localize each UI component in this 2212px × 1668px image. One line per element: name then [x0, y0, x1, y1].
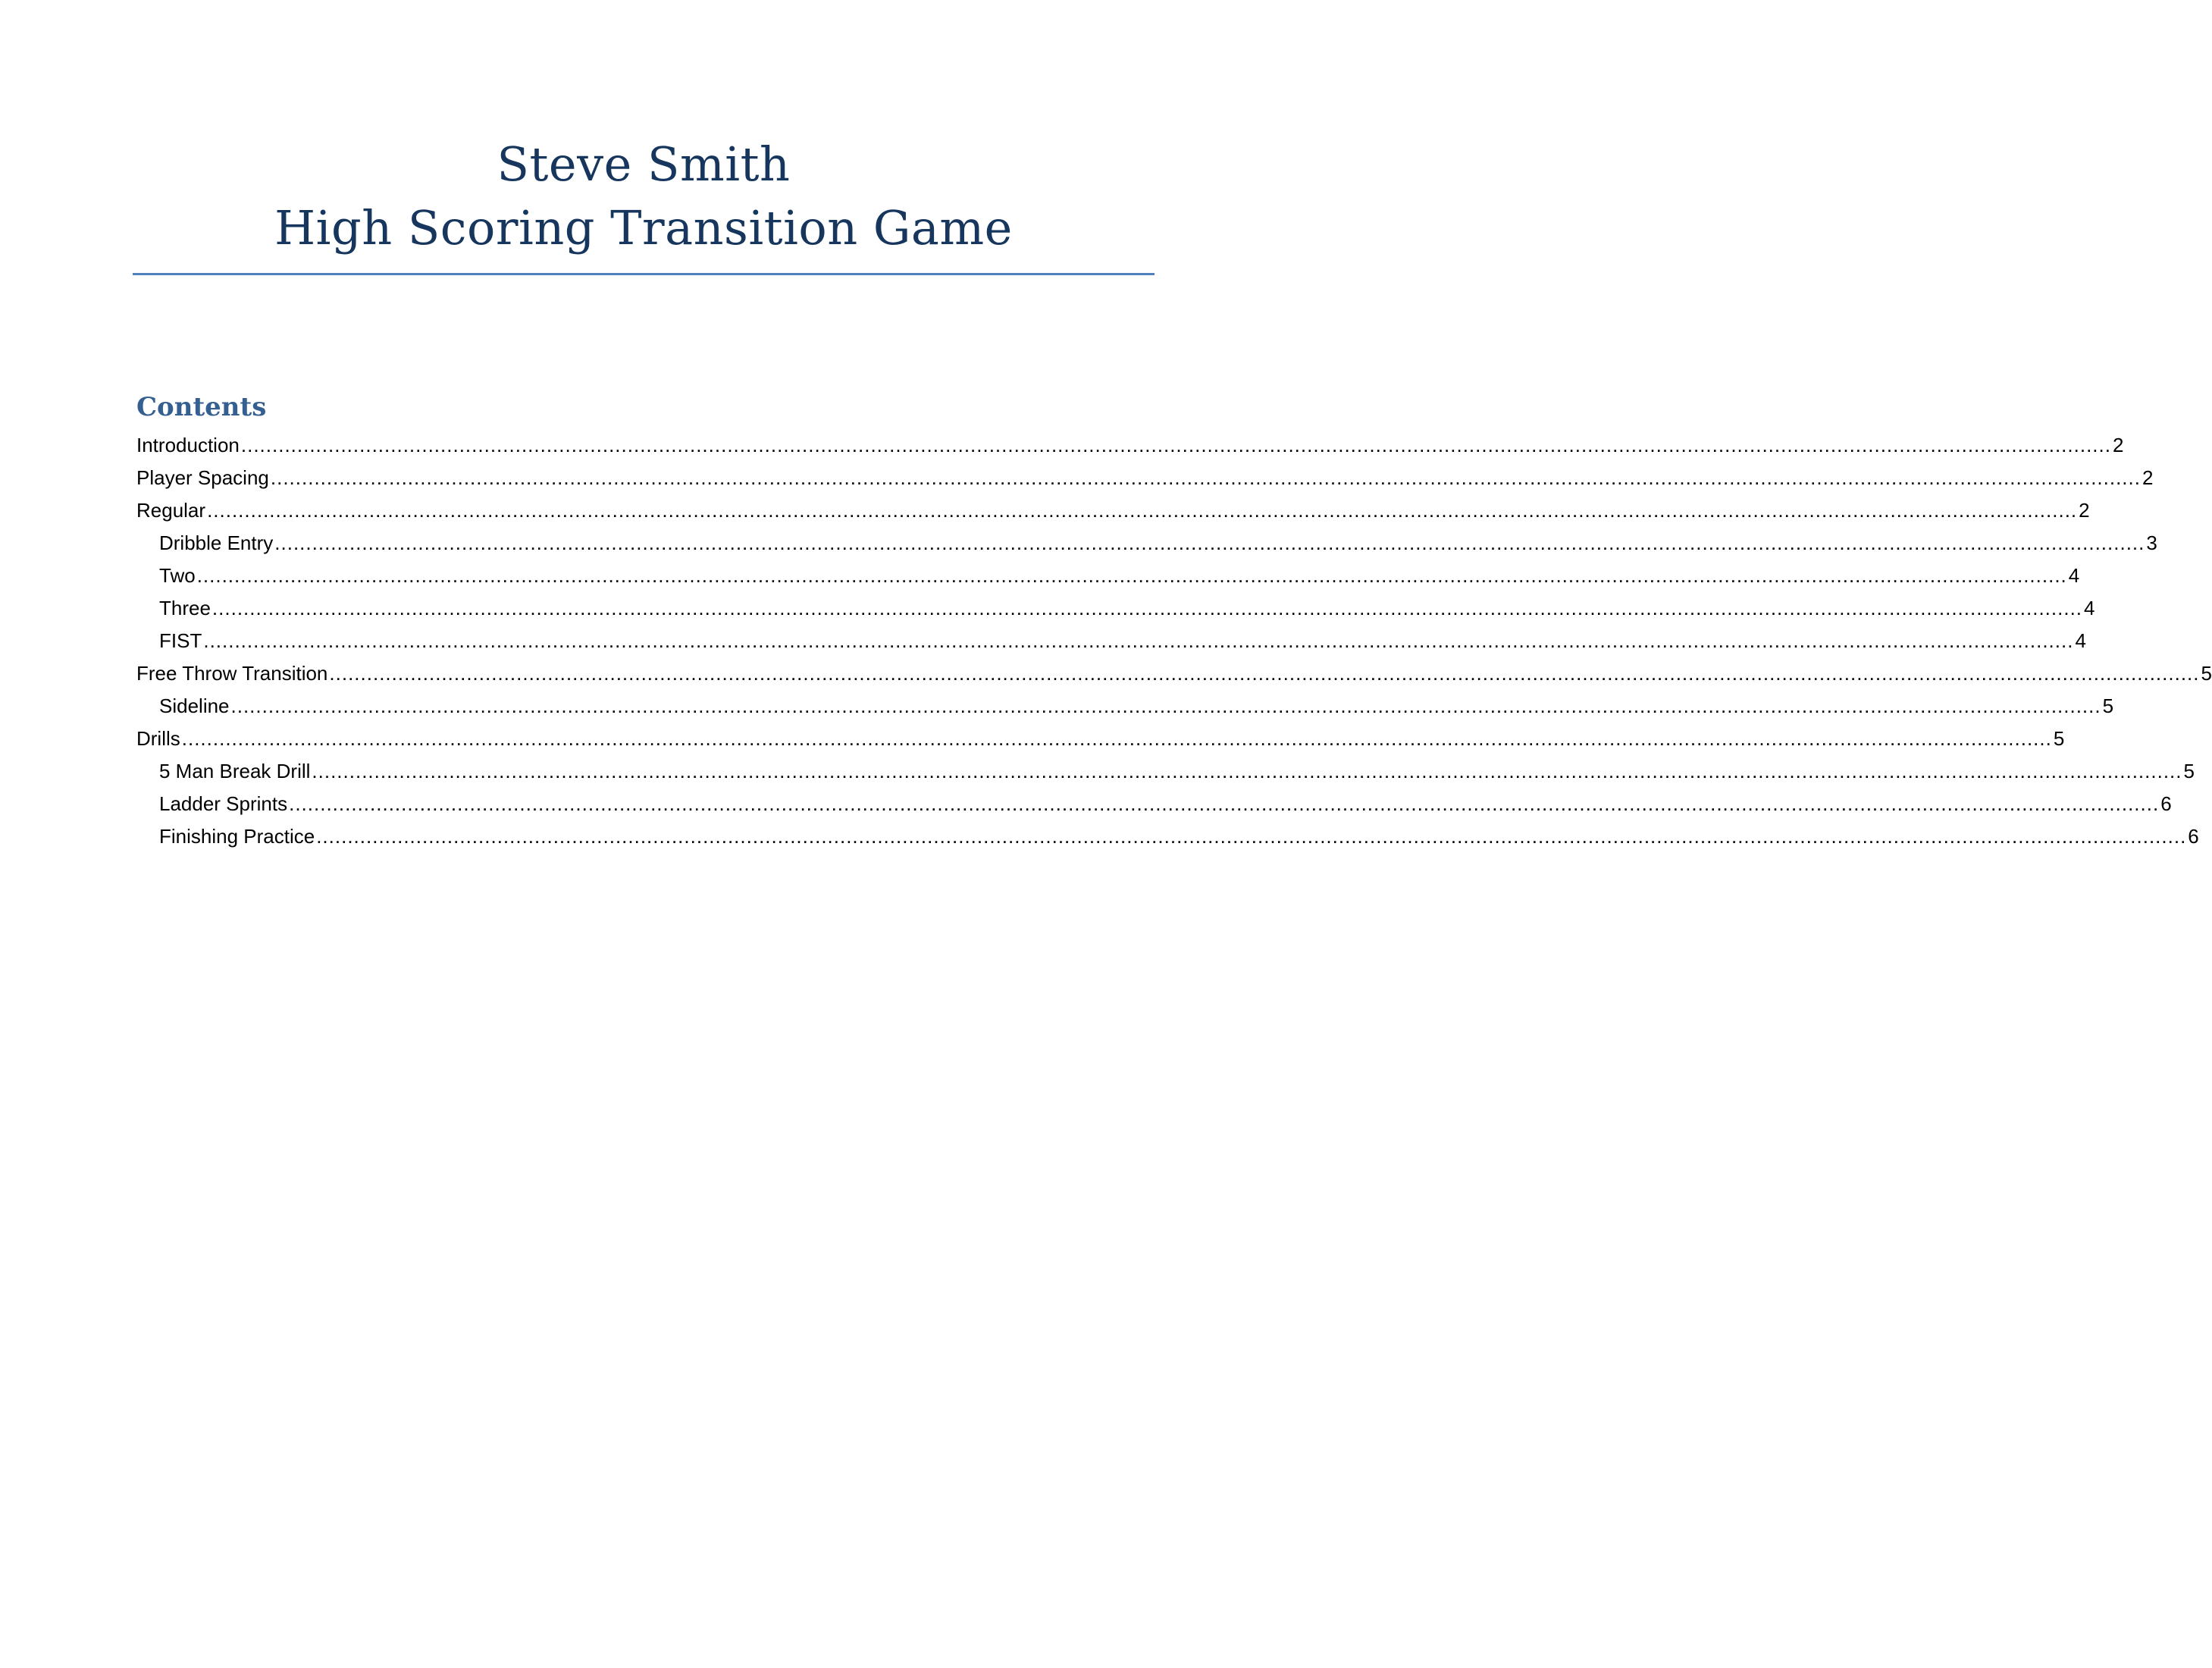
- toc-dot-leader: ............................................................................................................................................................................................................................................................................................................: [312, 760, 2182, 782]
- toc-entry-title: Regular: [136, 499, 206, 522]
- toc-dot-leader: ............................................................................................................................................................................................................................................................................................................: [203, 629, 2074, 652]
- toc-page-number: 2: [2079, 499, 2090, 522]
- toc-dot-leader: ............................................................................................................................................................................................................................................................................................................: [274, 531, 2145, 554]
- toc-entry-title: Three: [159, 597, 211, 619]
- toc-page-number: 6: [2160, 792, 2172, 815]
- toc-entry-regular[interactable]: [136, 494, 2090, 527]
- toc-dot-leader: ............................................................................................................................................................................................................................................................................................................: [207, 499, 2078, 522]
- toc-entry-title: Dribble Entry: [159, 531, 274, 554]
- toc-entry-drills[interactable]: [136, 723, 2065, 755]
- toc-entry-5-man-break-drill[interactable]: [136, 755, 2195, 788]
- toc-page-number: 3: [2146, 531, 2157, 554]
- toc-page-number: 4: [2084, 597, 2095, 619]
- toc-page-number: 6: [2188, 825, 2199, 848]
- title-divider: [133, 273, 1155, 275]
- toc-entry-title: Ladder Sprints: [159, 792, 288, 815]
- toc-entry-title: 5 Man Break Drill: [159, 760, 311, 782]
- toc-dot-leader: ............................................................................................................................................................................................................................................................................................................: [240, 434, 2111, 456]
- toc-entry-player-spacing[interactable]: [136, 462, 2154, 494]
- toc-entry-title: Two: [159, 564, 196, 587]
- toc-entry-title: Sideline: [159, 694, 230, 717]
- toc-entry-ladder-sprints[interactable]: [136, 788, 2172, 820]
- title-author: Steve Smith: [497, 136, 791, 192]
- toc-page-number: 4: [2068, 564, 2080, 587]
- toc-page-number: 5: [2053, 727, 2065, 750]
- toc-page-number: 5: [2201, 662, 2212, 685]
- toc-page-number: 2: [2142, 466, 2154, 489]
- toc-entry-dribble-entry[interactable]: [136, 527, 2157, 560]
- toc-entry-three[interactable]: [136, 592, 2095, 625]
- toc-dot-leader: ............................................................................................................................................................................................................................................................................................................: [181, 727, 2052, 750]
- toc-entry-free-throw-transition[interactable]: [136, 657, 2212, 690]
- toc-dot-leader: ............................................................................................................................................................................................................................................................................................................: [230, 694, 2101, 717]
- toc-dot-leader: ............................................................................................................................................................................................................................................................................................................: [289, 792, 2160, 815]
- table-of-contents: [136, 429, 2212, 853]
- toc-dot-leader: ............................................................................................................................................................................................................................................................................................................: [270, 466, 2141, 489]
- toc-page-number: 5: [2183, 760, 2195, 782]
- toc-page-number: 2: [2112, 434, 2124, 456]
- toc-entry-two[interactable]: [136, 560, 2080, 592]
- contents-heading: Contents: [136, 392, 267, 422]
- toc-dot-leader: ............................................................................................................................................................................................................................................................................................................: [316, 825, 2187, 848]
- toc-entry-sideline[interactable]: [136, 690, 2114, 723]
- toc-entry-title: Free Throw Transition: [136, 662, 328, 685]
- toc-entry-title: FIST: [159, 629, 202, 652]
- toc-dot-leader: ............................................................................................................................................................................................................................................................................................................: [329, 662, 2200, 685]
- toc-dot-leader: ............................................................................................................................................................................................................................................................................................................: [211, 597, 2083, 619]
- title-subject: High Scoring Transition Game: [274, 200, 1013, 256]
- toc-entry-title: Player Spacing: [136, 466, 269, 489]
- toc-entry-introduction[interactable]: [136, 429, 2124, 462]
- toc-dot-leader: ............................................................................................................................................................................................................................................................................................................: [196, 564, 2067, 587]
- toc-page-number: 4: [2075, 629, 2086, 652]
- toc-entry-title: Drills: [136, 727, 180, 750]
- toc-page-number: 5: [2102, 694, 2114, 717]
- toc-entry-fist[interactable]: [136, 625, 2086, 657]
- toc-entry-title: Finishing Practice: [159, 825, 315, 848]
- toc-entry-title: Introduction: [136, 434, 240, 456]
- toc-entry-finishing-practice[interactable]: [136, 820, 2199, 853]
- document-title: [133, 133, 1155, 260]
